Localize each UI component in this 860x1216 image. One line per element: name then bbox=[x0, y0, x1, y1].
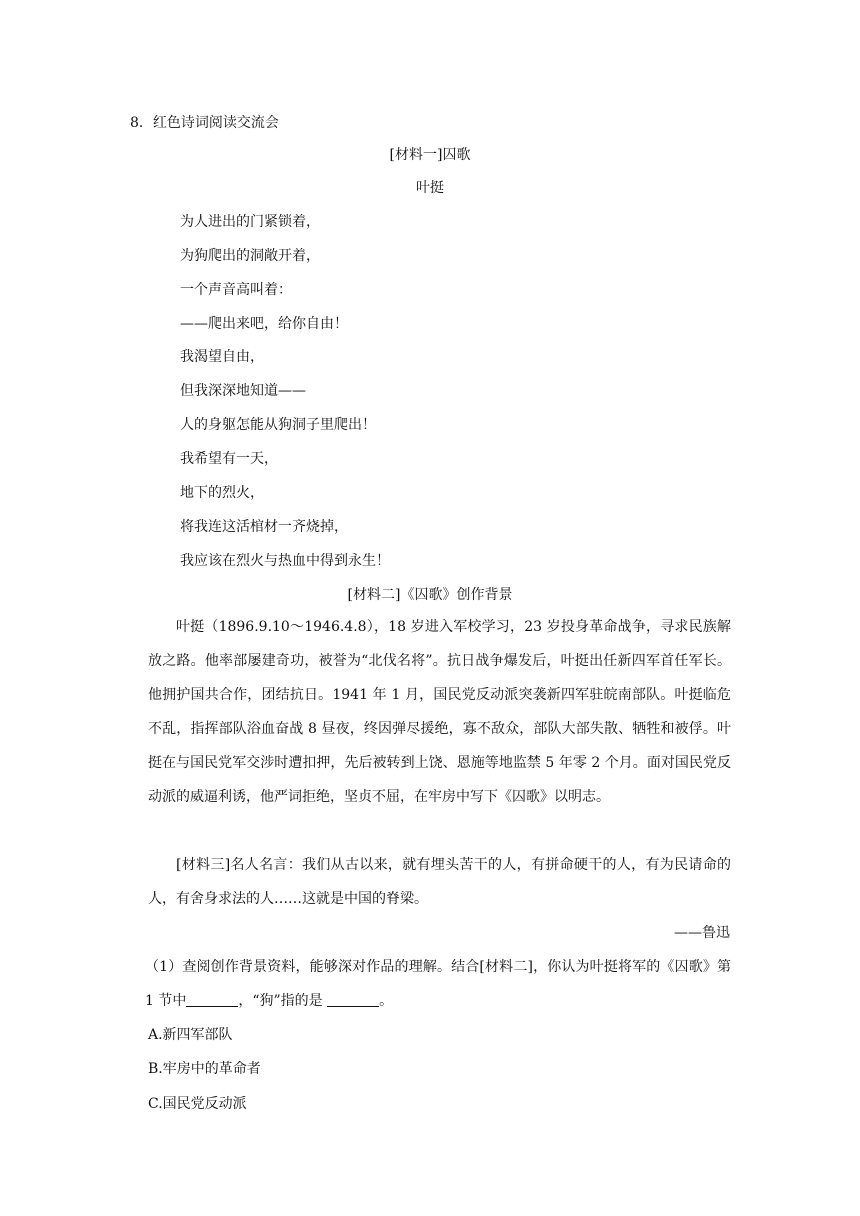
quote-attribution: ——鲁迅 bbox=[674, 925, 730, 941]
sub-question-1-stem-b: ，“狗”指的是 bbox=[238, 993, 328, 1009]
poem-line: 为人进出的门紧锁着， bbox=[180, 214, 320, 230]
material1-heading: [材料一]囚歌 bbox=[389, 147, 471, 163]
poem-line: 我渴望自由， bbox=[180, 349, 264, 365]
material2-heading: [材料二]《囚歌》创作背景 bbox=[347, 587, 513, 603]
poem-line: 地下的烈火， bbox=[180, 485, 264, 501]
poem-line: 人的身躯怎能从狗洞子里爬出！ bbox=[180, 417, 376, 433]
sub-question-1-stem-a: （1）查阅创作背景资料，能够深对作品的理解。结合[材料二]，你认为叶挺将军的《囚歌》第 1 节中 bbox=[145, 959, 731, 1009]
answer-blank-2[interactable] bbox=[327, 992, 379, 1007]
poem-line: 将我连这活棺材一齐烧掉， bbox=[180, 519, 348, 535]
material2-paragraph: 叶挺（1896.9.10～1946.4.8），18 岁进入军校学习，23 岁投身革命战争，寻求民族解放之路。他率部屡建奇功，被誉为“北伐名将”。抗日战争爆发后，叶挺出任新四军首任军长。他拥护国共合作，团结抗日。1941 年 1 月，国民党反动派突袭新四军驻皖南部队。叶挺临危不乱，指挥部队浴血奋战 8 昼夜，终因弹尽援绝，寡不敌众，部队大部失散、牺牲和被俘。叶挺在与国民党军交涉时遭扣押，先后被转到上饶、恩施等地监禁 5 年零 2 个月。面对国民党反动派的威逼利诱，他严词拒绝，坚贞不屈，在牢房中写下《囚歌》以明志。 bbox=[148, 619, 731, 805]
answer-blank-1[interactable] bbox=[186, 992, 238, 1007]
question-title: 8．红色诗词阅读交流会 bbox=[130, 115, 279, 131]
option-c: C.国民党反动派 bbox=[148, 1096, 247, 1112]
poem-line: ——爬出来吧，给你自由！ bbox=[180, 316, 348, 332]
poem-line: 但我深深地知道—— bbox=[180, 383, 306, 399]
sub-question-1 bbox=[145, 950, 731, 1018]
material3-paragraph: [材料三]名人名言：我们从古以来，就有埋头苦干的人，有拼命硬干的人，有为民请命的人，有舍身求法的人……这就是中国的脊梁。 bbox=[148, 857, 731, 907]
option-a: A.新四军部队 bbox=[148, 1027, 233, 1043]
option-b: B.牢房中的革命者 bbox=[148, 1061, 261, 1077]
poem-line: 为狗爬出的洞敞开着， bbox=[180, 248, 320, 264]
poem-line: 我应该在烈火与热血中得到永生！ bbox=[180, 553, 390, 569]
poem-author: 叶挺 bbox=[416, 180, 444, 196]
poem-line: 一个声音高叫着： bbox=[180, 282, 292, 298]
poem-line: 我希望有一天， bbox=[180, 451, 278, 467]
sub-question-1-stem-c: 。 bbox=[379, 993, 394, 1009]
